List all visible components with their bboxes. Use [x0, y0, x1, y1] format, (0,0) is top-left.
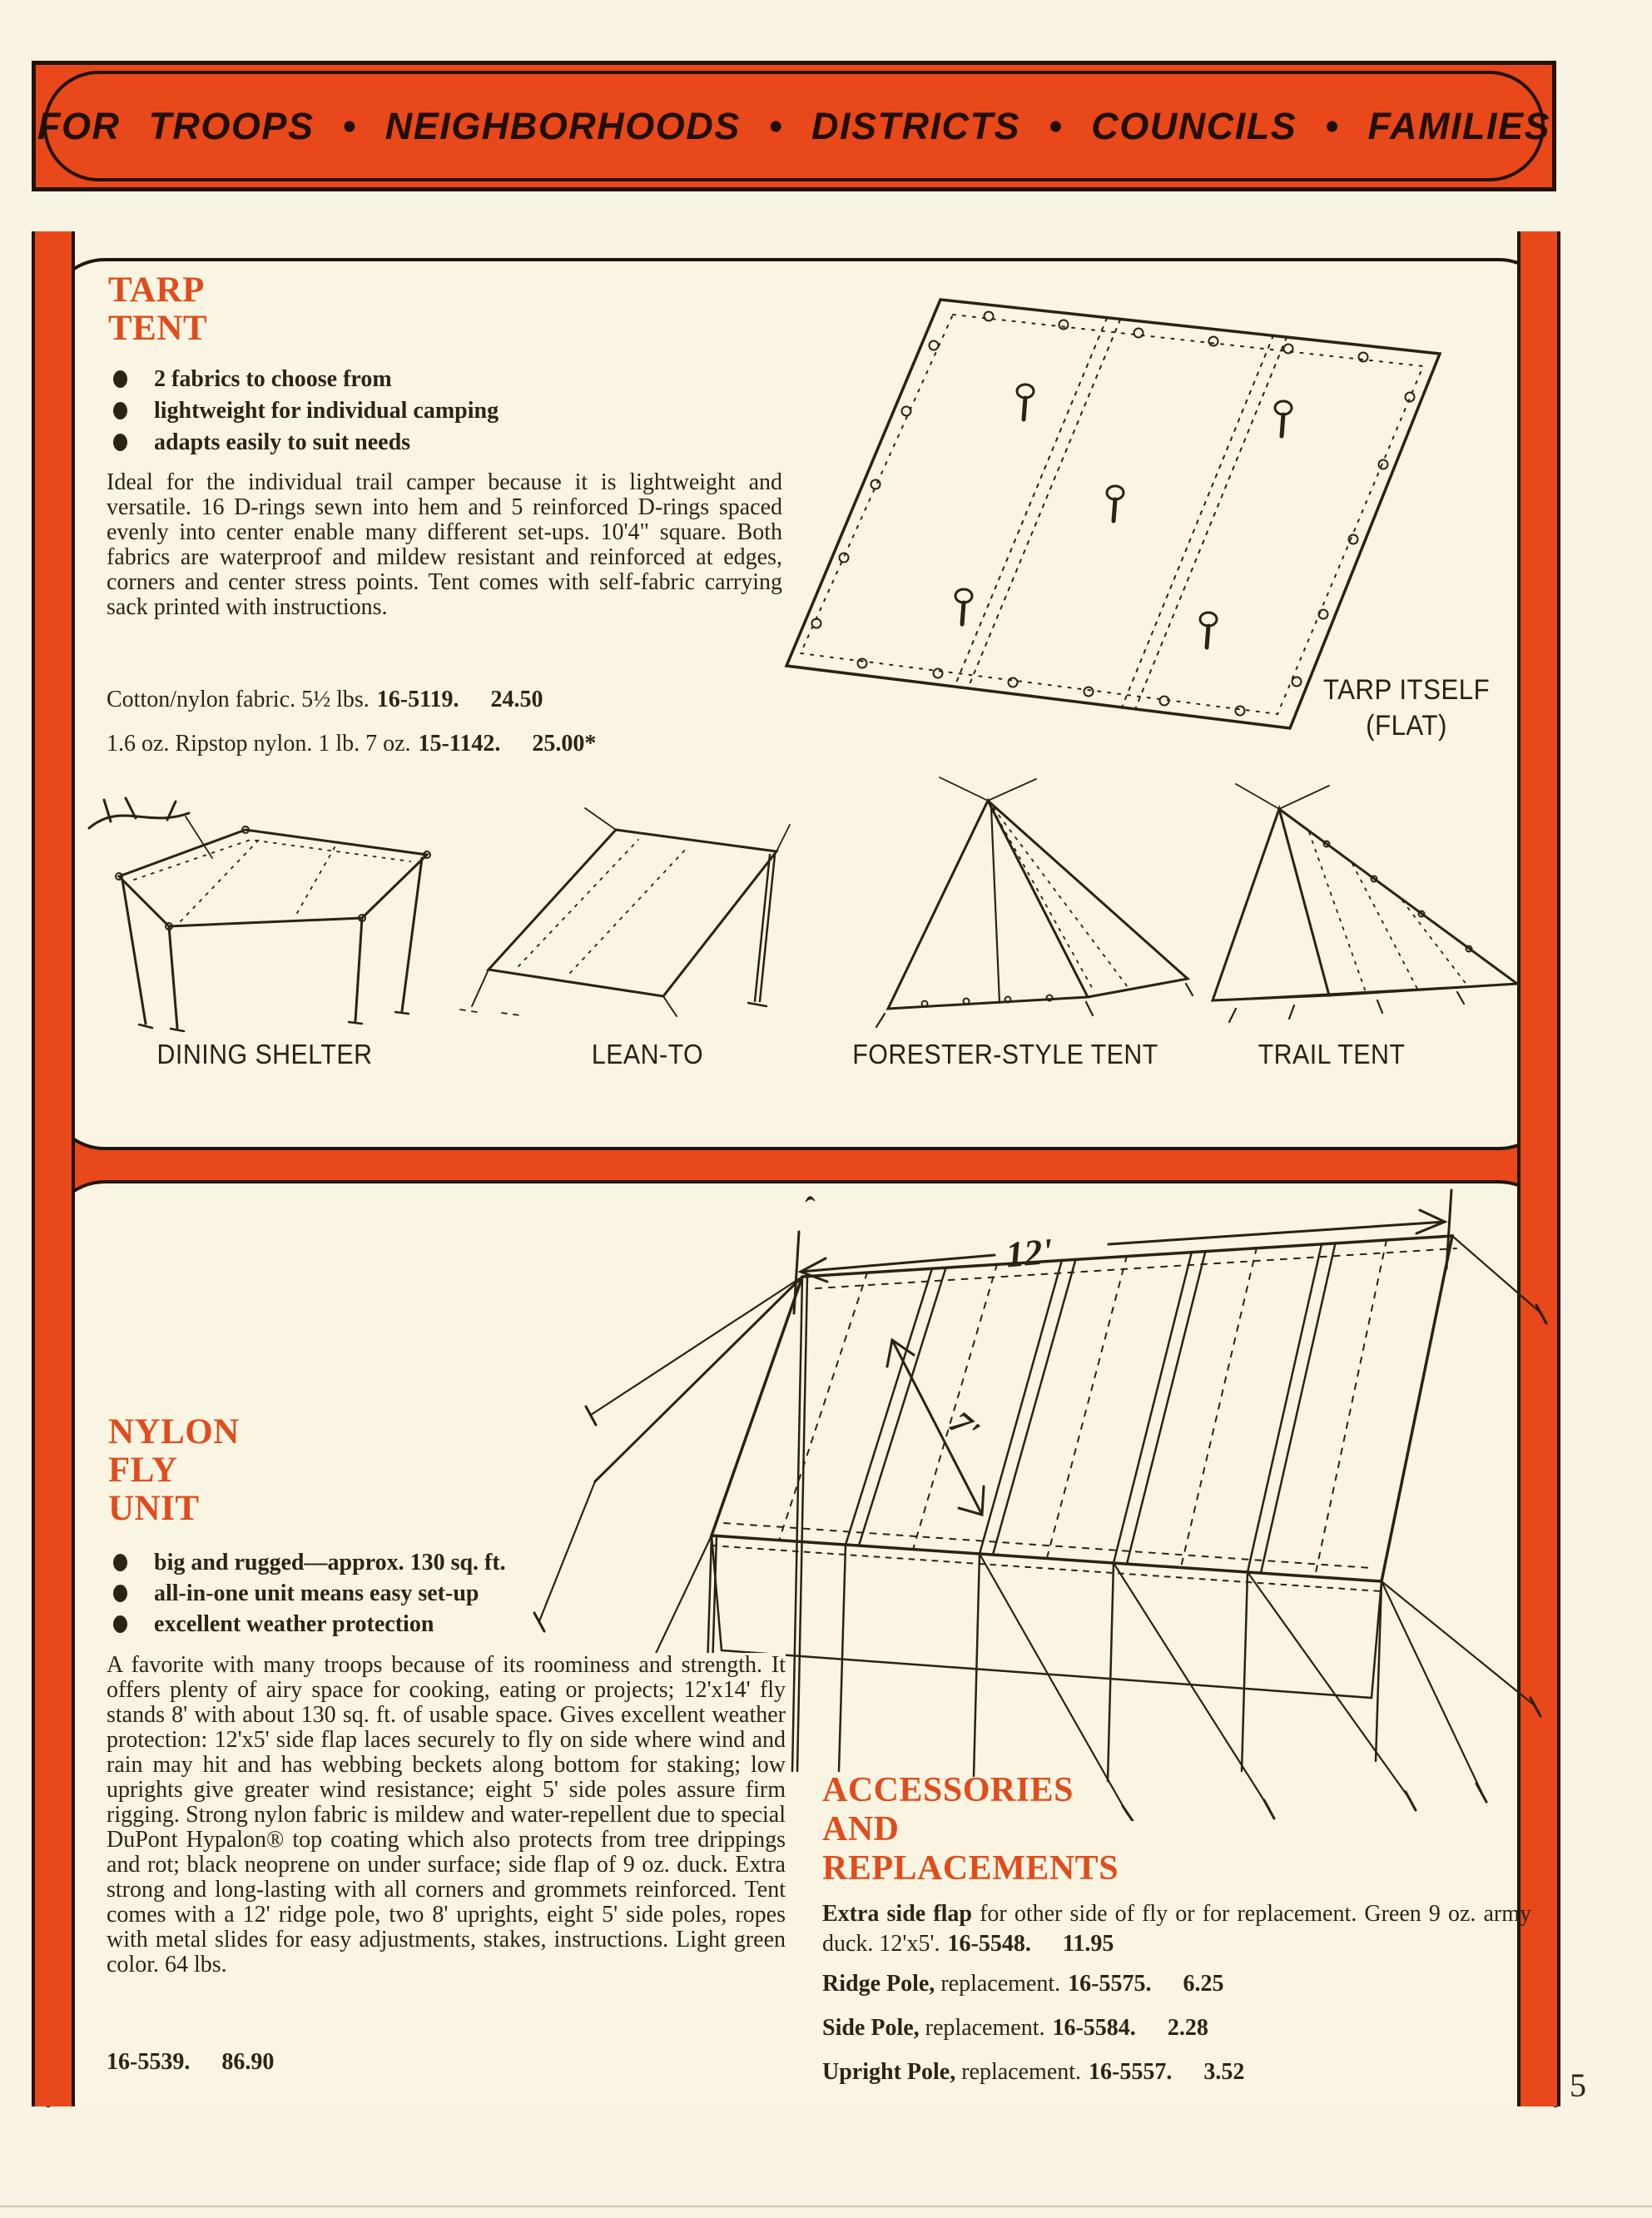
accessory-item-upright-pole	[822, 2057, 1531, 2087]
fly-bullet-2	[113, 1580, 479, 1606]
forester-tent-illustration	[845, 774, 1194, 1036]
part-number: 16-5539.	[107, 2049, 191, 2075]
bullet-dot-icon	[113, 370, 127, 388]
banner-pill-outline	[37, 71, 1551, 181]
fly-dim-slope-label: 7'	[942, 1403, 987, 1449]
fly-bullet-1	[113, 1550, 506, 1575]
accessories-heading-line1: ACCESSORIES	[822, 1771, 1074, 1809]
accessory-name: Side Pole,	[822, 2015, 920, 2041]
accessory-desc: replacement.	[935, 1971, 1061, 1997]
bullet-dot-icon	[113, 1554, 127, 1571]
fly-bullet-3	[113, 1611, 434, 1637]
accessory-name: Ridge Pole,	[822, 1971, 935, 1997]
tarp-bullet-2	[113, 398, 499, 424]
dining-shelter-illustration	[87, 778, 445, 1036]
tarp-description: Ideal for the individual trail camper because it is lightweight and versatile. 16 D-rings sewn into hem and 5 reinforced D-rings spaced evenly into center enable many different set-ups. 10'4" square. Both fabrics are waterproof and mildew resistant and reinforced at edges, corners and center stress points. Tent comes with self-fabric carrying sack printed with instructions.	[107, 469, 782, 620]
fly-bullet-2-text: all-in-one unit means easy set-up	[154, 1580, 479, 1606]
right-orange-bar	[1517, 231, 1560, 2106]
tarp-tent-heading-line1: TARP	[108, 270, 205, 310]
accessory-name: Extra side flap	[822, 1901, 972, 1927]
nylon-fly-heading	[108, 1413, 240, 1528]
fly-price-line	[107, 2049, 274, 2076]
left-orange-bar	[32, 231, 75, 2106]
tarp-tent-heading-line2: TENT	[108, 309, 208, 348]
price-value: 2.28	[1167, 2015, 1208, 2041]
accessory-desc: for other side of fly or for replacement. Green 9 oz. army duck. 12'x5'.	[822, 1901, 1532, 1957]
price-value: 11.95	[1062, 1931, 1114, 1957]
forester-tent-label: FORESTER-STYLE TENT	[852, 1039, 1158, 1069]
price-desc: Cotton/nylon fabric. 5½ lbs.	[107, 687, 370, 712]
page-number: 5	[1570, 2067, 1586, 2104]
dining-shelter-label: DINING SHELTER	[156, 1039, 373, 1069]
bullet-dot-icon	[113, 1615, 127, 1633]
price-value: 3.52	[1203, 2059, 1245, 2085]
lean-to-illustration	[454, 803, 803, 1024]
bullet-dot-icon	[113, 434, 127, 451]
tarp-bullet-3-text: adapts easily to suit needs	[154, 429, 411, 455]
accessory-item-ridge-pole	[822, 1969, 1531, 1999]
part-number: 16-5119.	[376, 687, 459, 712]
trail-tent-label: TRAIL TENT	[1258, 1039, 1406, 1069]
bullet-dot-icon	[113, 1585, 127, 1602]
accessory-name: Upright Pole,	[822, 2059, 956, 2085]
price-value: 6.25	[1183, 1971, 1224, 1997]
price-value: 24.50	[490, 687, 543, 712]
accessory-item-side-pole	[822, 2013, 1531, 2043]
tarp-tent-heading	[108, 271, 207, 348]
fly-bullet-1-text: big and rugged—approx. 130 sq. ft.	[154, 1550, 506, 1575]
tarp-bullet-2-text: lightweight for individual camping	[154, 398, 499, 424]
accessories-heading	[822, 1771, 1119, 1888]
price-value: 25.00*	[532, 731, 597, 757]
trail-tent-illustration	[1203, 774, 1535, 1032]
tarp-bullet-1	[113, 366, 392, 392]
tarp-bullet-3	[113, 429, 410, 455]
banner-title: FOR TROOPS • NEIGHBORHOODS • DISTRICTS • COUNCILS • FAMILIES	[37, 104, 1551, 147]
lean-to-label: LEAN-TO	[591, 1039, 704, 1069]
part-number: 16-5575.	[1068, 1971, 1152, 1997]
fly-bullet-3-text: excellent weather protection	[154, 1611, 434, 1637]
tarp-bullet-1-text: 2 fabrics to choose from	[154, 366, 392, 392]
nylon-fly-heading-line3: UNIT	[108, 1489, 200, 1528]
accessory-item-extra-side-flap	[822, 1899, 1531, 1959]
tarp-flat-label-line1: TARP ITSELF	[1322, 674, 1491, 706]
part-number: 15-1142.	[418, 731, 501, 757]
tarp-price-line-1	[107, 687, 543, 713]
part-number: 16-5548.	[947, 1931, 1031, 1957]
accessories-heading-line2: AND	[822, 1810, 900, 1848]
accessories-heading-line3: REPLACEMENTS	[822, 1849, 1119, 1888]
part-number: 16-5584.	[1052, 2015, 1136, 2041]
fly-description: A favorite with many troops because of its roominess and strength. It offers plenty of airy space for cooking, eating or projects; 12'x14' fly stands 8' with about 130 sq. ft. of usable space. Gives excellent weather protection: 12'x5' side flap laces securely to fly on side where wind and rain may hit and has webbing beckets along bottom for staking; low uprights give greater wind resistance; eight 5' side poles assure firm rigging. Strong nylon fabric is mildew and water-repellent due to special DuPont Hypalon® top coating which also protects from tree drippings and rot; black neoprene on under surface; side flap of 9 oz. duck. Extra strong and long-lasting with all corners and grommets reinforced. Tent comes with a 12' ridge pole, two 8' uprights, eight 5' side poles, ropes with metal slides for easy adjustments, stakes, instructions. Light green color. 64 lbs.	[107, 1652, 786, 1977]
banner	[32, 61, 1556, 191]
price-value: 86.90	[221, 2049, 275, 2075]
price-desc: 1.6 oz. Ripstop nylon. 1 lb. 7 oz.	[107, 731, 411, 757]
part-number: 16-5557.	[1089, 2059, 1173, 2085]
bullet-dot-icon	[113, 402, 127, 419]
tarp-flat-label-line2: (FLAT)	[1366, 710, 1447, 742]
tarp-price-line-2	[107, 731, 596, 757]
accessory-desc: replacement.	[919, 2015, 1045, 2041]
nylon-fly-heading-line1: NYLON	[108, 1412, 240, 1451]
fly-dim-ridge-label: 12'	[1004, 1230, 1054, 1276]
nylon-fly-heading-line2: FLY	[108, 1451, 178, 1490]
accessory-desc: replacement.	[955, 2059, 1082, 2085]
page-bottom-edge	[0, 2206, 1652, 2207]
